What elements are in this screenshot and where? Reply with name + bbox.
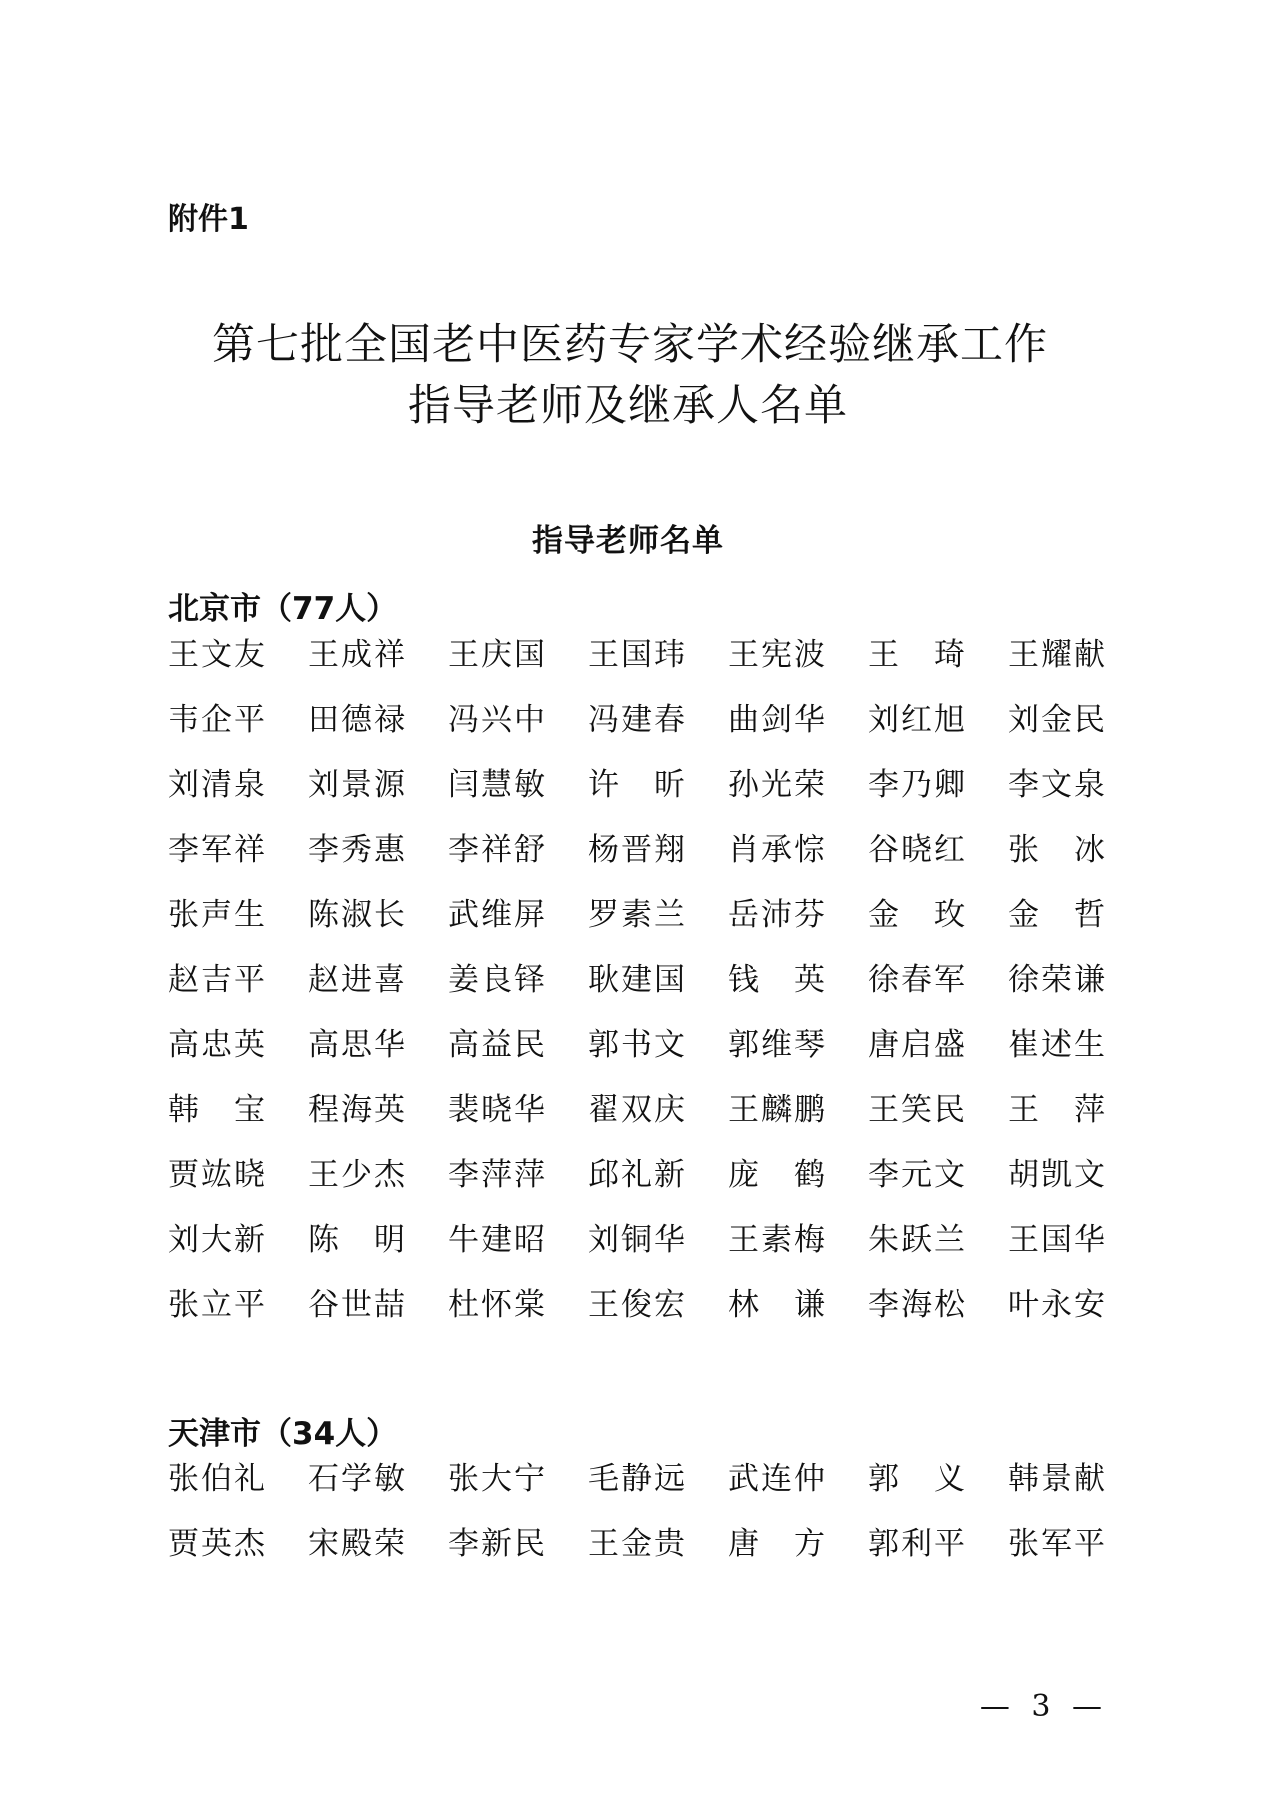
person-name: 韦企平	[168, 702, 267, 738]
person-name: 李文泉	[1008, 767, 1107, 803]
person-name: 钱 英	[728, 962, 827, 998]
person-name: 刘金民	[1008, 702, 1107, 738]
person-name: 姜良铎	[448, 962, 547, 998]
person-name: 王 琦	[868, 637, 967, 673]
person-name: 陈淑长	[308, 897, 407, 933]
person-name: 牛建昭	[448, 1222, 547, 1258]
person-name: 王少杰	[308, 1157, 407, 1193]
beijing-name-table	[168, 623, 1118, 1338]
name-row	[168, 948, 1118, 1013]
person-name: 杜怀棠	[448, 1287, 547, 1323]
page-number: — 3 —	[979, 1689, 1108, 1724]
person-name: 赵吉平	[168, 962, 267, 998]
person-name: 刘铜华	[588, 1222, 687, 1258]
person-name: 张大宁	[448, 1461, 547, 1497]
name-row	[168, 1208, 1118, 1273]
name-row	[168, 1447, 1118, 1512]
person-name: 韩 宝	[168, 1092, 267, 1128]
name-row	[168, 688, 1118, 753]
person-name: 许 昕	[588, 767, 687, 803]
document-title-line-2: 指导老师及继承人名单	[408, 381, 848, 431]
name-row	[168, 1512, 1118, 1577]
person-name: 韩景献	[1008, 1461, 1107, 1497]
person-name: 高思华	[308, 1027, 407, 1063]
person-name: 肖承悰	[728, 832, 827, 868]
person-name: 武连仲	[728, 1461, 827, 1497]
person-name: 郭维琴	[728, 1027, 827, 1063]
person-name: 田德禄	[308, 702, 407, 738]
person-name: 王宪波	[728, 637, 827, 673]
person-name: 刘清泉	[168, 767, 267, 803]
person-name: 冯兴中	[448, 702, 547, 738]
person-name: 刘景源	[308, 767, 407, 803]
person-name: 郭书文	[588, 1027, 687, 1063]
person-name: 王国华	[1008, 1222, 1107, 1258]
person-name: 林 谦	[728, 1287, 827, 1323]
person-name: 耿建国	[588, 962, 687, 998]
section-subtitle: 指导老师名单	[532, 523, 724, 559]
person-name: 邱礼新	[588, 1157, 687, 1193]
person-name: 李乃卿	[868, 767, 967, 803]
person-name: 程海英	[308, 1092, 407, 1128]
person-name: 朱跃兰	[868, 1222, 967, 1258]
person-name: 李元文	[868, 1157, 967, 1193]
name-row	[168, 623, 1118, 688]
person-name: 谷世喆	[308, 1287, 407, 1323]
document-title-line-1: 第七批全国老中医药专家学术经验继承工作	[212, 320, 1048, 370]
person-name: 张伯礼	[168, 1461, 267, 1497]
person-name: 崔述生	[1008, 1027, 1107, 1063]
person-name: 武维屏	[448, 897, 547, 933]
person-name: 刘红旭	[868, 702, 967, 738]
person-name: 宋殿荣	[308, 1526, 407, 1562]
person-name: 孙光荣	[728, 767, 827, 803]
person-name: 郭利平	[868, 1526, 967, 1562]
person-name: 李军祥	[168, 832, 267, 868]
person-name: 王耀献	[1008, 637, 1107, 673]
person-name: 李新民	[448, 1526, 547, 1562]
person-name: 王国玮	[588, 637, 687, 673]
person-name: 张军平	[1008, 1526, 1107, 1562]
person-name: 曲剑华	[728, 702, 827, 738]
person-name: 翟双庆	[588, 1092, 687, 1128]
name-row	[168, 1143, 1118, 1208]
person-name: 谷晓红	[868, 832, 967, 868]
person-name: 王笑民	[868, 1092, 967, 1128]
person-name: 张立平	[168, 1287, 267, 1323]
person-name: 王 萍	[1008, 1092, 1107, 1128]
name-row	[168, 883, 1118, 948]
person-name: 王文友	[168, 637, 267, 673]
person-name: 胡凯文	[1008, 1157, 1107, 1193]
person-name: 郭 义	[868, 1461, 967, 1497]
tianjin-name-table	[168, 1447, 1118, 1577]
person-name: 岳沛芬	[728, 897, 827, 933]
person-name: 毛静远	[588, 1461, 687, 1497]
tianjin-heading: 天津市（34人）	[168, 1416, 398, 1452]
name-row	[168, 753, 1118, 818]
person-name: 王金贵	[588, 1526, 687, 1562]
person-name: 贾竑晓	[168, 1157, 267, 1193]
person-name: 王俊宏	[588, 1287, 687, 1323]
person-name: 李祥舒	[448, 832, 547, 868]
person-name: 李秀惠	[308, 832, 407, 868]
person-name: 高忠英	[168, 1027, 267, 1063]
person-name: 王庆国	[448, 637, 547, 673]
attachment-label: 附件1	[168, 202, 249, 237]
person-name: 闫慧敏	[448, 767, 547, 803]
person-name: 刘大新	[168, 1222, 267, 1258]
person-name: 石学敏	[308, 1461, 407, 1497]
person-name: 王麟鹏	[728, 1092, 827, 1128]
person-name: 赵进喜	[308, 962, 407, 998]
person-name: 徐荣谦	[1008, 962, 1107, 998]
person-name: 庞 鹤	[728, 1157, 827, 1193]
person-name: 杨晋翔	[588, 832, 687, 868]
person-name: 张 冰	[1008, 832, 1107, 868]
person-name: 李萍萍	[448, 1157, 547, 1193]
beijing-heading: 北京市（77人）	[168, 591, 398, 627]
person-name: 陈 明	[308, 1222, 407, 1258]
name-row	[168, 1013, 1118, 1078]
person-name: 高益民	[448, 1027, 547, 1063]
person-name: 李海松	[868, 1287, 967, 1323]
name-row	[168, 1273, 1118, 1338]
person-name: 冯建春	[588, 702, 687, 738]
name-row	[168, 1078, 1118, 1143]
person-name: 王成祥	[308, 637, 407, 673]
person-name: 裴晓华	[448, 1092, 547, 1128]
person-name: 唐启盛	[868, 1027, 967, 1063]
person-name: 金 哲	[1008, 897, 1107, 933]
person-name: 贾英杰	[168, 1526, 267, 1562]
name-row	[168, 818, 1118, 883]
person-name: 张声生	[168, 897, 267, 933]
person-name: 金 玫	[868, 897, 967, 933]
person-name: 罗素兰	[588, 897, 687, 933]
person-name: 徐春军	[868, 962, 967, 998]
person-name: 唐 方	[728, 1526, 827, 1562]
person-name: 叶永安	[1008, 1287, 1107, 1323]
person-name: 王素梅	[728, 1222, 827, 1258]
